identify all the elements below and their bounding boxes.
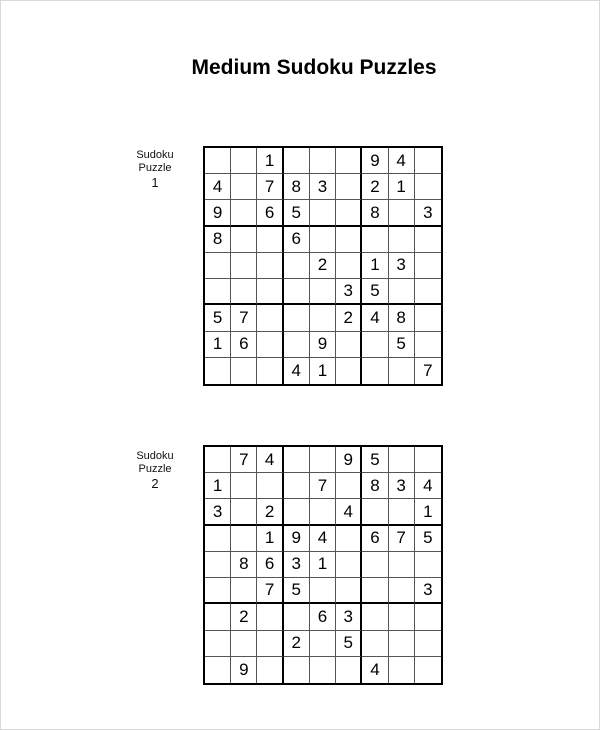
sudoku-cell <box>284 499 310 525</box>
sudoku-cell: 8 <box>362 473 388 499</box>
sudoku-cell <box>205 578 231 604</box>
sudoku-cell <box>336 148 362 174</box>
sudoku-cell: 6 <box>284 227 310 253</box>
sudoku-cell <box>389 657 415 683</box>
sudoku-cell <box>257 631 283 657</box>
sudoku-cell: 6 <box>257 552 283 578</box>
sudoku-cell <box>231 279 257 305</box>
sudoku-cell <box>336 526 362 552</box>
sudoku-cell <box>284 657 310 683</box>
sudoku-cell <box>257 332 283 358</box>
sudoku-cell: 1 <box>257 148 283 174</box>
sudoku-cell: 4 <box>389 148 415 174</box>
sudoku-cell <box>310 657 336 683</box>
sudoku-cell: 4 <box>336 499 362 525</box>
puzzle-number: 1 <box>151 175 159 190</box>
sudoku-cell: 1 <box>415 499 441 525</box>
sudoku-cell <box>205 552 231 578</box>
puzzle-label-line2: Puzzle <box>138 162 172 174</box>
sudoku-cell: 3 <box>284 552 310 578</box>
sudoku-cell <box>205 148 231 174</box>
sudoku-cell <box>257 305 283 331</box>
sudoku-cell <box>257 358 283 384</box>
sudoku-cell <box>205 447 231 473</box>
sudoku-cell <box>257 279 283 305</box>
sudoku-cell <box>389 499 415 525</box>
sudoku-cell: 1 <box>310 552 336 578</box>
sudoku-cell: 3 <box>336 279 362 305</box>
sudoku-cell: 1 <box>205 332 231 358</box>
sudoku-cell <box>415 279 441 305</box>
sudoku-cell: 7 <box>257 174 283 200</box>
sudoku-cell <box>310 227 336 253</box>
sudoku-cell <box>231 578 257 604</box>
sudoku-cell <box>389 631 415 657</box>
sudoku-cell <box>336 578 362 604</box>
puzzle-label-1 <box>127 149 183 191</box>
sudoku-cell <box>336 657 362 683</box>
sudoku-cell: 9 <box>310 332 336 358</box>
puzzle-number: 2 <box>151 476 159 491</box>
sudoku-cell <box>415 604 441 630</box>
sudoku-cell <box>284 604 310 630</box>
sudoku-cell: 8 <box>362 200 388 226</box>
sudoku-cell <box>415 174 441 200</box>
sudoku-cell <box>389 279 415 305</box>
sudoku-cell <box>257 227 283 253</box>
sudoku-cell <box>336 227 362 253</box>
sudoku-cell: 5 <box>284 578 310 604</box>
sudoku-cell <box>231 526 257 552</box>
sudoku-cell: 2 <box>336 305 362 331</box>
sudoku-cell: 6 <box>362 526 388 552</box>
sudoku-cell: 6 <box>310 604 336 630</box>
sudoku-cell <box>257 473 283 499</box>
sudoku-cell: 5 <box>362 447 388 473</box>
sudoku-cell: 7 <box>389 526 415 552</box>
sudoku-cell: 7 <box>231 305 257 331</box>
sudoku-cell <box>205 657 231 683</box>
sudoku-cell <box>362 332 388 358</box>
sudoku-cell <box>336 358 362 384</box>
sudoku-cell <box>231 174 257 200</box>
sudoku-cell <box>231 631 257 657</box>
document-page <box>1 1 599 729</box>
sudoku-cell <box>310 631 336 657</box>
sudoku-cell: 8 <box>389 305 415 331</box>
sudoku-cell: 9 <box>284 526 310 552</box>
sudoku-cell <box>205 526 231 552</box>
sudoku-cell: 5 <box>336 631 362 657</box>
sudoku-cell: 6 <box>257 200 283 226</box>
sudoku-cell <box>336 253 362 279</box>
sudoku-cell <box>284 148 310 174</box>
sudoku-cell <box>362 358 388 384</box>
sudoku-cell: 8 <box>284 174 310 200</box>
sudoku-cell <box>284 253 310 279</box>
sudoku-cell <box>362 631 388 657</box>
sudoku-cell <box>284 332 310 358</box>
sudoku-cell <box>310 305 336 331</box>
sudoku-cell <box>310 148 336 174</box>
sudoku-cell: 2 <box>362 174 388 200</box>
sudoku-cell <box>415 305 441 331</box>
sudoku-cell: 8 <box>205 227 231 253</box>
sudoku-cell <box>284 305 310 331</box>
sudoku-cell: 7 <box>231 447 257 473</box>
sudoku-cell <box>205 253 231 279</box>
sudoku-cell: 3 <box>205 499 231 525</box>
sudoku-cell <box>231 358 257 384</box>
sudoku-cell <box>362 227 388 253</box>
sudoku-cell <box>257 604 283 630</box>
sudoku-cell <box>415 447 441 473</box>
sudoku-cell <box>336 200 362 226</box>
sudoku-cell: 3 <box>310 174 336 200</box>
puzzle-label-line1: Sudoku <box>136 450 174 462</box>
sudoku-cell: 5 <box>284 200 310 226</box>
sudoku-cell: 2 <box>257 499 283 525</box>
sudoku-cell: 9 <box>336 447 362 473</box>
sudoku-cell <box>389 227 415 253</box>
sudoku-cell: 5 <box>389 332 415 358</box>
sudoku-cell: 1 <box>310 358 336 384</box>
sudoku-cell <box>336 552 362 578</box>
sudoku-cell: 4 <box>362 657 388 683</box>
sudoku-cell <box>284 279 310 305</box>
sudoku-cell <box>362 499 388 525</box>
sudoku-cell <box>310 200 336 226</box>
sudoku-cell: 2 <box>231 604 257 630</box>
sudoku-cell <box>389 578 415 604</box>
sudoku-cell <box>310 578 336 604</box>
sudoku-cell: 3 <box>415 578 441 604</box>
sudoku-cell <box>415 631 441 657</box>
sudoku-cell: 9 <box>231 657 257 683</box>
sudoku-cell <box>310 447 336 473</box>
sudoku-cell: 7 <box>257 578 283 604</box>
sudoku-cell <box>389 200 415 226</box>
sudoku-cell <box>205 358 231 384</box>
sudoku-cell <box>205 279 231 305</box>
sudoku-cell: 3 <box>389 253 415 279</box>
sudoku-cell: 1 <box>362 253 388 279</box>
sudoku-cell <box>415 332 441 358</box>
sudoku-cell: 4 <box>205 174 231 200</box>
sudoku-cell <box>362 552 388 578</box>
sudoku-cell: 4 <box>284 358 310 384</box>
sudoku-cell <box>415 253 441 279</box>
sudoku-cell: 8 <box>231 552 257 578</box>
sudoku-cell: 1 <box>257 526 283 552</box>
puzzle-label-2 <box>127 450 183 492</box>
sudoku-cell <box>310 499 336 525</box>
puzzle-label-line1: Sudoku <box>136 149 174 161</box>
sudoku-cell <box>257 657 283 683</box>
sudoku-cell: 7 <box>310 473 336 499</box>
sudoku-cell: 3 <box>336 604 362 630</box>
sudoku-cell <box>362 604 388 630</box>
sudoku-cell: 6 <box>231 332 257 358</box>
sudoku-cell: 3 <box>415 200 441 226</box>
puzzle-label-line2: Puzzle <box>138 463 172 475</box>
sudoku-cell <box>362 578 388 604</box>
sudoku-cell: 4 <box>257 447 283 473</box>
sudoku-cell <box>284 447 310 473</box>
sudoku-cell <box>231 499 257 525</box>
sudoku-cell: 4 <box>362 305 388 331</box>
sudoku-cell: 9 <box>205 200 231 226</box>
sudoku-cell: 2 <box>310 253 336 279</box>
sudoku-cell: 4 <box>415 473 441 499</box>
sudoku-cell <box>415 227 441 253</box>
sudoku-cell <box>336 473 362 499</box>
sudoku-cell: 7 <box>423 360 433 380</box>
sudoku-cell: 1 <box>205 473 231 499</box>
sudoku-cell: 5 <box>205 305 231 331</box>
sudoku-cell <box>231 200 257 226</box>
sudoku-cell: 1 <box>389 174 415 200</box>
sudoku-cell <box>389 604 415 630</box>
sudoku-cell <box>336 174 362 200</box>
sudoku-cell: 2 <box>284 631 310 657</box>
page-title: Medium Sudoku Puzzles <box>191 56 437 79</box>
sudoku-cell <box>389 447 415 473</box>
sudoku-cell <box>415 657 441 683</box>
sudoku-cell: 9 <box>362 148 388 174</box>
sudoku-cell <box>389 552 415 578</box>
sudoku-cell <box>415 148 441 174</box>
sudoku-cell <box>310 279 336 305</box>
sudoku-cell: 4 <box>310 526 336 552</box>
sudoku-cell <box>205 604 231 630</box>
sudoku-cell <box>284 473 310 499</box>
sudoku-cell <box>257 253 283 279</box>
sudoku-cell <box>205 631 231 657</box>
sudoku-cell: 3 <box>389 473 415 499</box>
sudoku-cell <box>336 332 362 358</box>
sudoku-grid-1 <box>203 146 443 386</box>
sudoku-cell <box>389 358 415 384</box>
sudoku-cell: 5 <box>362 279 388 305</box>
sudoku-cell <box>415 552 441 578</box>
sudoku-cell <box>231 227 257 253</box>
sudoku-cell <box>231 253 257 279</box>
sudoku-grid-2 <box>203 445 443 685</box>
sudoku-cell <box>231 148 257 174</box>
sudoku-cell: 5 <box>415 526 441 552</box>
sudoku-cell <box>231 473 257 499</box>
